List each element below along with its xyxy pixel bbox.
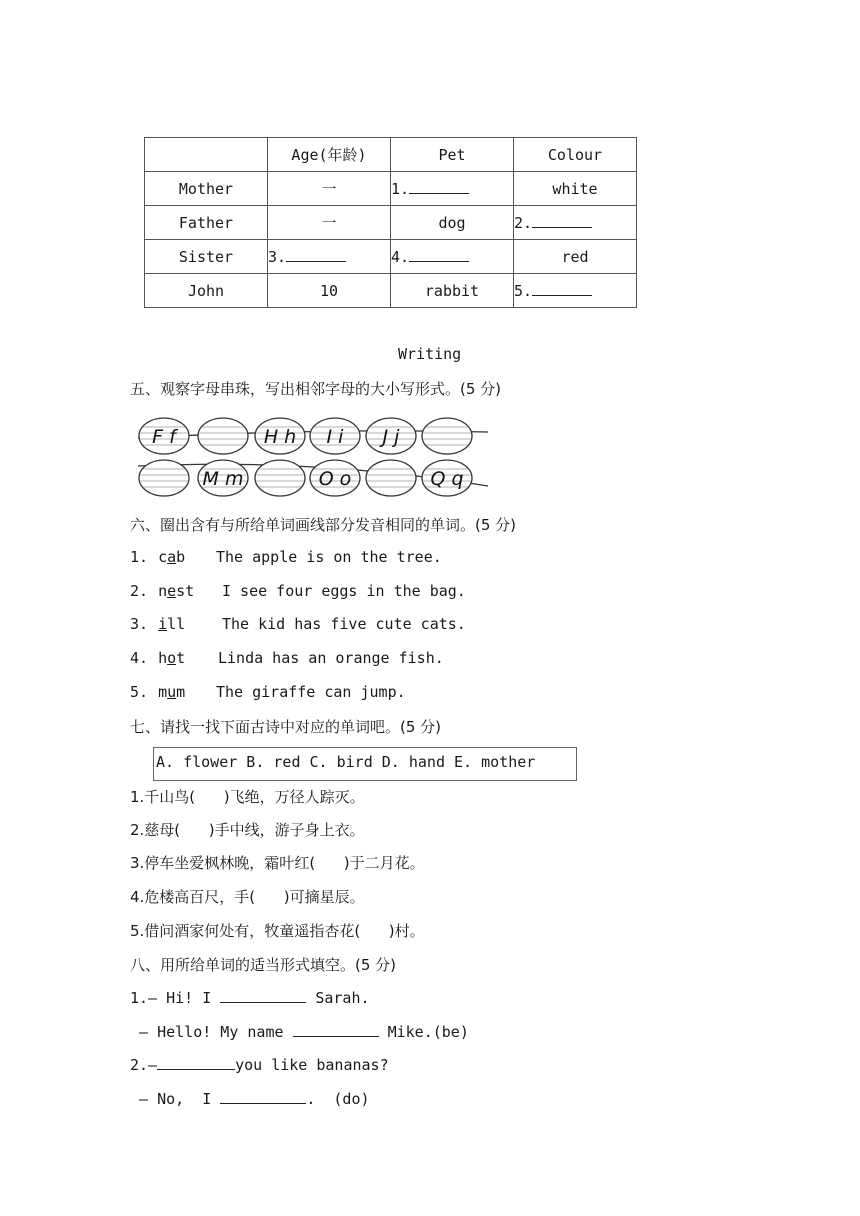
bead-letters: M m	[202, 468, 244, 490]
beads-row2	[139, 460, 472, 496]
blank-number: 5.	[514, 282, 533, 300]
table-row	[145, 172, 637, 206]
sentence[interactable]: I see four eggs in the bag.	[222, 582, 466, 600]
q2b-text-post: . (do)	[306, 1090, 370, 1108]
answer-blank[interactable]	[220, 988, 306, 1003]
info-table	[144, 137, 637, 308]
sentence[interactable]: The giraffe can jump.	[216, 683, 406, 701]
q2-line-a	[130, 1055, 389, 1074]
section8-title: 八、用所给单词的适当形式填空。(5 分)	[130, 956, 397, 974]
list-item	[130, 615, 466, 633]
row-colour-blank[interactable]	[514, 274, 637, 308]
letter-bead[interactable]	[198, 418, 248, 454]
list-item	[130, 683, 406, 701]
word-pre: h	[158, 649, 168, 667]
list-item	[130, 582, 466, 600]
q1-line-a	[130, 988, 370, 1007]
word-underlined: e	[167, 582, 177, 600]
answer-blank[interactable]	[286, 247, 346, 262]
answer-blank[interactable]	[157, 1055, 235, 1070]
row-colour: white	[514, 172, 637, 206]
options-text: A. flower B. red C. bird D. hand E. mother	[156, 753, 536, 771]
poem-item[interactable]: 5.借问酒家何处有，牧童遥指杏花( )村。	[130, 922, 425, 940]
word-post: t	[176, 649, 186, 667]
table-header-cell: Pet	[391, 138, 514, 172]
q1-line-b	[130, 1022, 469, 1041]
word-underlined: o	[167, 649, 177, 667]
row-pet: rabbit	[391, 274, 514, 308]
poem-item[interactable]: 1.千山鸟( )飞绝，万径人踪灭。	[130, 788, 365, 806]
word-post: m	[176, 683, 186, 701]
writing-title: Writing	[398, 345, 462, 363]
row-name: Sister	[145, 240, 268, 274]
row-colour: red	[514, 240, 637, 274]
word-post: ll	[167, 615, 186, 633]
bead-letters: H h	[263, 426, 297, 448]
answer-blank[interactable]	[532, 281, 592, 296]
table-row	[145, 274, 637, 308]
blank-number: 4.	[391, 248, 410, 266]
row-name: Mother	[145, 172, 268, 206]
letter-bead	[422, 460, 472, 496]
bead-letters: J j	[382, 426, 400, 448]
blank-number: 1.	[391, 180, 410, 198]
poem-item[interactable]: 3.停车坐爱枫林晚，霜叶红( )于二月花。	[130, 854, 425, 872]
bead-letters: F f	[152, 426, 176, 448]
word-post: st	[176, 582, 195, 600]
section6-title: 六、圈出含有与所给单词画线部分发音相同的单词。(5 分)	[130, 516, 517, 534]
answer-blank[interactable]	[409, 179, 469, 194]
answer-blank[interactable]	[293, 1022, 379, 1037]
q1a-text-post: Sarah.	[306, 989, 370, 1007]
word-post: b	[176, 548, 186, 566]
blank-number: 2.	[514, 214, 533, 232]
q2-line-b	[130, 1089, 370, 1108]
word-pre: n	[158, 582, 168, 600]
bead-letters: I i	[326, 426, 344, 448]
word-underlined: i	[158, 615, 168, 633]
letter-beads	[136, 414, 496, 502]
bead-letters: O o	[318, 468, 352, 490]
poem-item[interactable]: 2.慈母( )手中线，游子身上衣。	[130, 821, 365, 839]
sentence[interactable]: The kid has five cute cats.	[222, 615, 466, 633]
q2a-text: 2.—	[130, 1056, 158, 1074]
options-box	[153, 747, 577, 781]
item-number: 3.	[130, 615, 149, 633]
list-item	[130, 649, 444, 667]
item-number: 1.	[130, 548, 149, 566]
sentence[interactable]: Linda has an orange fish.	[218, 649, 444, 667]
q2b-text: — No, I	[130, 1090, 221, 1108]
item-number: 4.	[130, 649, 149, 667]
q1b-text-post: Mike.(be)	[378, 1023, 469, 1041]
table-row	[145, 240, 637, 274]
letter-bead[interactable]	[139, 460, 189, 496]
row-pet: dog	[391, 206, 514, 240]
letter-bead	[198, 460, 248, 496]
row-pet-blank[interactable]	[391, 240, 514, 274]
sentence[interactable]: The apple is on the tree.	[216, 548, 442, 566]
section5-title: 五、观察字母串珠，写出相邻字母的大小写形式。(5 分)	[130, 380, 502, 398]
word-underlined: a	[167, 548, 177, 566]
row-pet-blank[interactable]	[391, 172, 514, 206]
letter-bead	[310, 460, 360, 496]
answer-blank[interactable]	[220, 1089, 306, 1104]
letter-bead	[139, 418, 189, 454]
table-header-cell: Age(年龄)	[268, 138, 391, 172]
poem-item[interactable]: 4.危楼高百尺，手( )可摘星辰。	[130, 888, 365, 906]
row-age: 10	[268, 274, 391, 308]
bead-letters: Q q	[430, 468, 464, 490]
q1a-text: 1.— Hi! I	[130, 989, 221, 1007]
answer-blank[interactable]	[532, 213, 592, 228]
item-number: 2.	[130, 582, 149, 600]
letter-bead[interactable]	[255, 460, 305, 496]
table-header-cell	[145, 138, 268, 172]
letter-bead	[310, 418, 360, 454]
row-age-blank[interactable]	[268, 240, 391, 274]
letter-bead	[255, 418, 305, 454]
beads-row1	[139, 418, 472, 454]
blank-number: 3.	[268, 248, 287, 266]
answer-blank[interactable]	[409, 247, 469, 262]
section7-title: 七、请找一找下面古诗中对应的单词吧。(5 分)	[130, 718, 442, 736]
row-age: 一	[268, 172, 391, 206]
letter-bead[interactable]	[422, 418, 472, 454]
list-item	[130, 548, 442, 566]
letter-bead	[366, 418, 416, 454]
table-header-row	[145, 138, 637, 172]
row-age: 一	[268, 206, 391, 240]
table-header-cell: Colour	[514, 138, 637, 172]
item-number: 5.	[130, 683, 149, 701]
word-underlined: u	[167, 683, 177, 701]
row-colour-blank[interactable]	[514, 206, 637, 240]
q2a-text-post: you like bananas?	[235, 1056, 389, 1074]
row-name: John	[145, 274, 268, 308]
word-pre: c	[158, 548, 168, 566]
row-name: Father	[145, 206, 268, 240]
letter-bead[interactable]	[366, 460, 416, 496]
q1b-text: — Hello! My name	[130, 1023, 293, 1041]
word-pre: m	[158, 683, 168, 701]
table-row	[145, 206, 637, 240]
